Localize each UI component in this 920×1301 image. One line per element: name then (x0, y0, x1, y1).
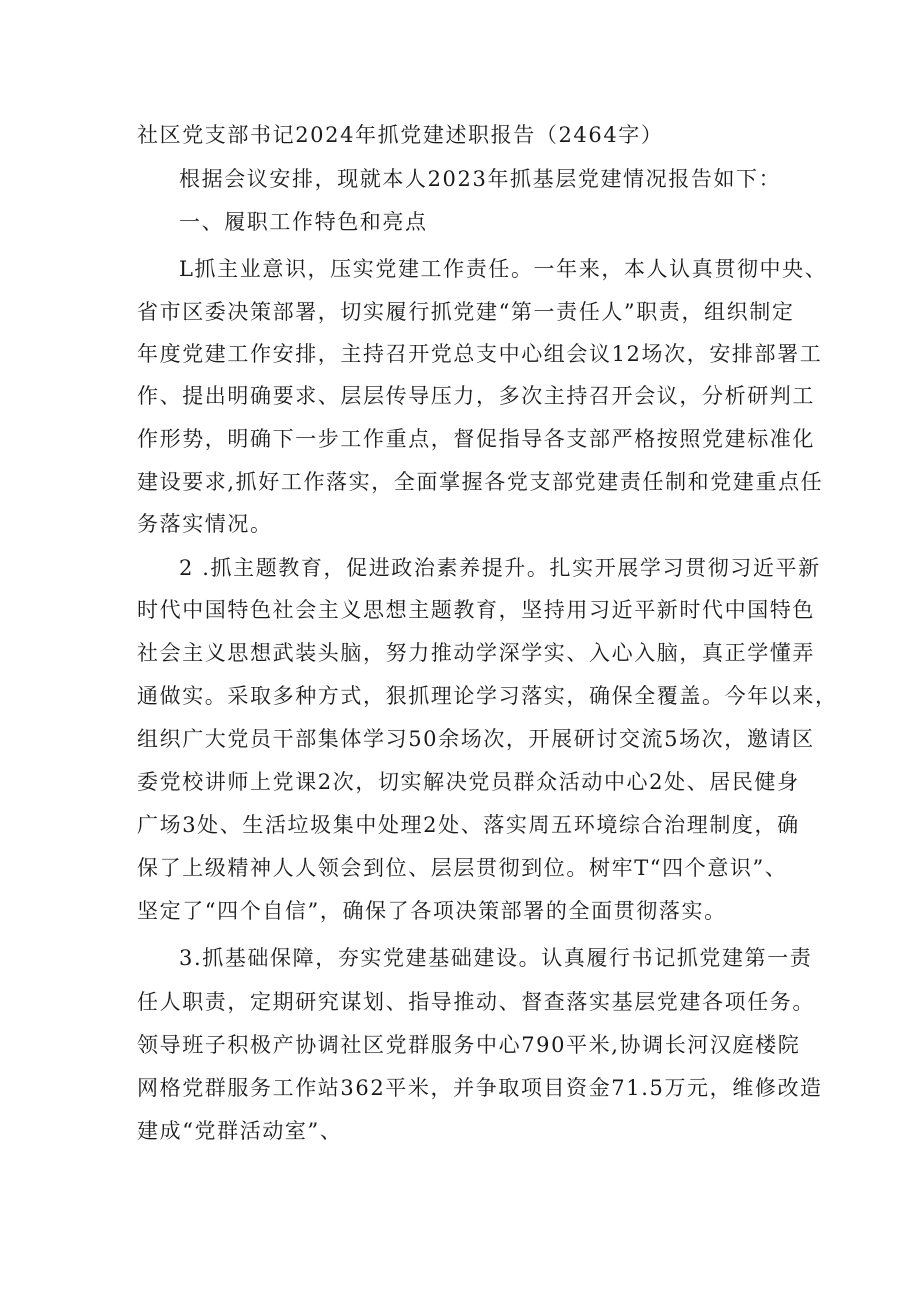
paragraph-line: 年度党建工作安排，主持召开党总支中心组会议12场次，安排部署工 (137, 342, 823, 366)
paragraph-line: 广场3处、生活垃圾集中处理2处、落实周五环境综合治理制度，确 (137, 813, 800, 837)
paragraph-line: 委党校讲师上党课2次，切实解决党员群众活动中心2处、居民健身 (137, 770, 800, 794)
paragraph-line: L抓主业意识，压实党建工作责任。一年来，本人认真贯彻中央、 (179, 257, 828, 281)
section-heading: 一、履职工作特色和亮点 (179, 210, 428, 234)
paragraph-line: 通做实。采取多种方式，狠抓理论学习落实，确保全覆盖。今年以来， (137, 684, 838, 708)
paragraph-line: 3.抓基础保障，夯实党建基础建设。认真履行书记抓党建第一责 (179, 946, 813, 970)
intro-paragraph: 根据会议安排，现就本人2023年抓基层党建情况报告如下： (179, 167, 782, 191)
paragraph-line: 任人职责，定期研究谋划、指导推动、督查落实基层党建各项任务。 (137, 990, 815, 1014)
paragraph-line: 省市区委决策部署，切实履行抓党建“第一责任人”职责，组织制定 (137, 300, 795, 324)
paragraph-line: 2 .抓主题教育，促进政治素养提升。扎实开展学习贯彻习近平新 (179, 556, 821, 580)
paragraph-line: 社会主义思想武装头脑，努力推动学深学实、入心入脑，真正学懂弄 (137, 641, 815, 665)
paragraph-line: 时代中国特色社会主义思想主题教育，坚持用习近平新时代中国特色 (137, 598, 815, 622)
paragraph-line: 建成“党群活动室”、 (137, 1119, 343, 1143)
paragraph-line: 建设要求,抓好工作落实，全面掌握各党支部党建责任制和党建重点任 (137, 470, 824, 494)
paragraph-line: 保了上级精神人人领会到位、层层贯彻到位。树牢T“四个意识”、 (137, 856, 788, 880)
paragraph-line: 作形势，明确下一步工作重点，督促指导各支部严格按照党建标准化 (137, 427, 815, 451)
paragraph-line: 网格党群服务工作站362平米，并争取项目资金71.5万元，维修改造 (137, 1076, 823, 1100)
paragraph-line: 坚定了“四个自信”，确保了各项决策部署的全面贯彻落实。 (137, 899, 727, 923)
document-title: 社区党支部书记2024年抓党建述职报告（2464字） (137, 123, 664, 147)
paragraph-line: 组织广大党员干部集体学习50余场次，开展研讨交流5场次，邀请区 (137, 727, 815, 751)
paragraph-line: 作、提出明确要求、层层传导压力，多次主持召开会议，分析研判工 (137, 384, 815, 408)
paragraph-line: 领导班子积极产协调社区党群服务中心790平米,协调长河汉庭楼院 (137, 1033, 801, 1057)
paragraph-line: 务落实情况。 (137, 512, 273, 536)
